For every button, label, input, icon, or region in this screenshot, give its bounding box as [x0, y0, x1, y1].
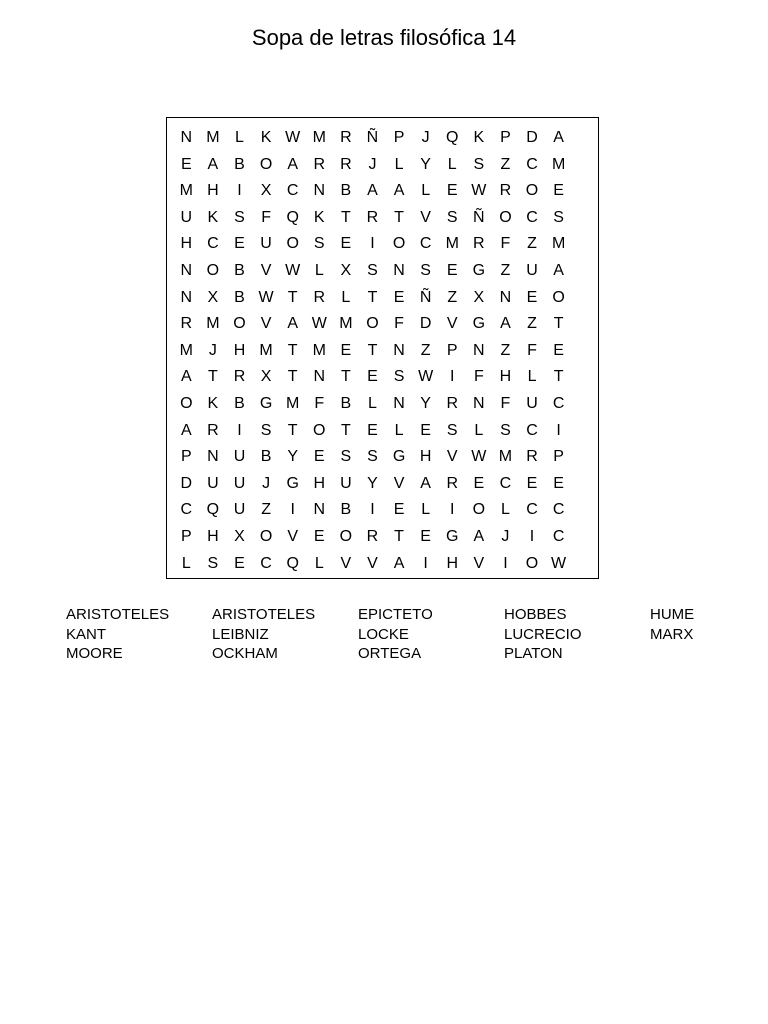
grid-cell: S — [340, 448, 352, 466]
grid-cell: C — [180, 501, 193, 519]
grid-cell: T — [287, 341, 298, 359]
grid-cell: T — [340, 368, 351, 386]
grid-cell: N — [499, 288, 512, 306]
grid-cell: L — [181, 554, 191, 572]
grid-cell: P — [180, 527, 192, 545]
word-list-item: HOBBES — [504, 606, 567, 623]
grid-cell: S — [393, 368, 405, 386]
grid-cell: T — [367, 288, 378, 306]
grid-cell: Q — [286, 554, 299, 572]
grid-cell: E — [340, 341, 352, 359]
grid-cell: Ñ — [419, 288, 432, 306]
grid-cell: E — [446, 261, 458, 279]
grid-cell: F — [261, 208, 271, 226]
grid-cell: C — [419, 235, 432, 253]
grid-cell: V — [260, 261, 272, 279]
grid-cell: F — [500, 394, 511, 412]
grid-cell: E — [234, 235, 245, 253]
grid-cell: A — [287, 315, 298, 333]
grid-cell: M — [259, 341, 273, 359]
grid-cell: K — [260, 129, 272, 146]
grid-cell: H — [207, 182, 219, 200]
grid-cell: B — [234, 261, 245, 279]
grid-cell: A — [367, 182, 378, 200]
grid-cell: E — [234, 554, 245, 572]
grid-cell: F — [314, 394, 325, 412]
grid-cell: A — [393, 554, 405, 572]
grid-cell: R — [473, 235, 485, 253]
grid-cell: Z — [447, 288, 458, 306]
grid-cell: S — [420, 261, 431, 279]
grid-cell: W — [258, 288, 274, 306]
grid-cell: B — [340, 501, 352, 519]
grid-cell: A — [553, 261, 564, 279]
grid-cell: H — [180, 235, 193, 253]
grid-cell: B — [260, 448, 272, 466]
grid-cell: H — [207, 527, 219, 545]
grid-cell: E — [473, 474, 485, 492]
grid-cell: C — [526, 501, 538, 519]
grid-cell: Z — [261, 501, 271, 519]
grid-cell: N — [207, 448, 219, 466]
grid-cell: N — [180, 261, 193, 279]
grid-cell: W — [285, 129, 301, 146]
grid-cell: X — [473, 288, 485, 306]
grid-cell: S — [260, 421, 272, 439]
grid-cell: R — [207, 421, 219, 439]
grid-cell: T — [287, 421, 298, 439]
grid-cell: R — [340, 129, 352, 146]
grid-cell: O — [525, 182, 539, 200]
grid-cell: U — [233, 448, 246, 466]
grid-cell: O — [313, 421, 326, 439]
grid-cell: V — [367, 554, 378, 572]
grid-cell: Z — [527, 315, 537, 333]
grid-cell: E — [393, 501, 405, 519]
grid-cell: F — [394, 315, 404, 333]
grid-cell: K — [207, 208, 219, 226]
grid-cell: E — [367, 421, 378, 439]
letter-grid-frame — [166, 117, 599, 579]
grid-cell: Z — [527, 235, 537, 253]
grid-cell: O — [259, 155, 273, 173]
grid-cell: I — [370, 235, 375, 253]
grid-cell: V — [446, 448, 458, 466]
word-list-item: EPICTETO — [358, 606, 433, 623]
grid-cell: O — [366, 315, 379, 333]
grid-cell: G — [259, 394, 273, 412]
word-list-item: LOCKE — [358, 625, 409, 643]
grid-cell: O — [525, 554, 539, 572]
grid-cell: F — [500, 235, 511, 253]
grid-cell: B — [234, 155, 245, 173]
grid-cell: W — [285, 261, 301, 279]
grid-cell: G — [446, 527, 459, 545]
grid-cell: R — [313, 155, 326, 173]
grid-cell: L — [421, 501, 431, 519]
grid-cell: M — [179, 182, 193, 200]
grid-cell: T — [287, 368, 298, 386]
grid-cell: F — [473, 368, 484, 386]
grid-cell: N — [393, 394, 405, 412]
grid-cell: S — [367, 261, 378, 279]
grid-cell: P — [446, 341, 458, 359]
grid-cell: R — [446, 394, 459, 412]
grid-cell: N — [473, 341, 485, 359]
grid-cell: I — [370, 501, 375, 519]
grid-cell: A — [553, 129, 564, 146]
word-list-item: MOORE — [66, 645, 123, 662]
grid-cell: E — [420, 527, 431, 545]
grid-cell: O — [499, 208, 512, 226]
grid-cell: X — [234, 527, 245, 545]
grid-cell: J — [262, 474, 271, 492]
grid-cell: P — [180, 448, 192, 466]
grid-cell: K — [473, 129, 485, 146]
grid-cell: S — [446, 208, 458, 226]
grid-cell: U — [526, 261, 538, 279]
grid-cell: B — [340, 394, 352, 412]
grid-cell: C — [552, 394, 565, 412]
grid-cell: F — [527, 341, 537, 359]
grid-cell: K — [207, 394, 219, 412]
grid-cell: R — [180, 315, 193, 333]
grid-cell: C — [526, 421, 538, 439]
grid-cell: H — [446, 554, 459, 572]
grid-cell: H — [419, 448, 432, 466]
grid-cell: P — [500, 129, 511, 146]
grid-cell: A — [420, 474, 431, 492]
grid-cell: R — [366, 527, 379, 545]
word-list-item: LUCRECIO — [504, 625, 582, 643]
grid-cell: I — [450, 368, 455, 386]
grid-cell: M — [312, 129, 326, 146]
grid-cell: L — [500, 501, 510, 519]
grid-cell: N — [393, 261, 405, 279]
grid-cell: T — [394, 208, 404, 226]
grid-cell: L — [394, 155, 404, 173]
grid-cell: V — [473, 554, 485, 572]
grid-cell: J — [368, 155, 377, 173]
grid-cell: M — [339, 315, 353, 333]
grid-cell: N — [180, 288, 193, 306]
grid-cell: S — [234, 208, 245, 226]
grid-cell: C — [286, 182, 299, 200]
grid-cell: I — [423, 554, 428, 572]
grid-cell: Y — [420, 155, 431, 173]
grid-cell: E — [313, 448, 325, 466]
grid-cell: D — [180, 474, 193, 492]
grid-cell: R — [526, 448, 538, 466]
grid-cell: L — [474, 421, 484, 439]
grid-cell: S — [446, 421, 458, 439]
grid-cell: N — [313, 501, 326, 519]
grid-cell: D — [526, 129, 538, 146]
grid-cell: M — [551, 235, 566, 253]
grid-cell: S — [553, 208, 564, 226]
grid-cell: X — [340, 261, 352, 279]
word-list-item: HUME — [650, 606, 695, 623]
grid-cell: C — [260, 554, 272, 572]
grid-cell: R — [366, 208, 379, 226]
grid-cell: J — [208, 341, 217, 359]
grid-cell: R — [233, 368, 246, 386]
grid-cell: K — [313, 208, 325, 226]
grid-cell: O — [339, 527, 353, 545]
grid-cell: V — [260, 315, 272, 333]
grid-cell: S — [473, 155, 485, 173]
grid-cell: O — [472, 501, 486, 519]
grid-cell: E — [553, 474, 564, 492]
grid-cell: L — [341, 288, 351, 306]
grid-cell: L — [314, 554, 324, 572]
grid-cell: I — [503, 554, 508, 572]
grid-cell: D — [419, 315, 432, 333]
grid-cell: T — [208, 368, 218, 386]
grid-cell: L — [235, 129, 244, 146]
grid-cell: O — [206, 261, 220, 279]
grid-cell: A — [287, 155, 298, 173]
grid-cell: X — [260, 368, 272, 386]
grid-cell: O — [286, 235, 299, 253]
grid-cell: C — [526, 208, 538, 226]
grid-cell: Y — [420, 394, 431, 412]
grid-cell: E — [526, 288, 538, 306]
grid-cell: R — [340, 155, 352, 173]
grid-cell: G — [286, 474, 299, 492]
grid-cell: V — [340, 554, 352, 572]
grid-cell: E — [313, 527, 325, 545]
grid-cell: N — [393, 341, 405, 359]
grid-cell: L — [368, 394, 377, 412]
word-list-item: OCKHAM — [212, 645, 278, 662]
grid-cell: P — [393, 129, 405, 146]
grid-cell: O — [233, 315, 246, 333]
grid-cell: N — [180, 129, 193, 146]
grid-cell: Y — [287, 448, 298, 466]
grid-cell: T — [367, 341, 378, 359]
grid-cell: O — [259, 527, 273, 545]
grid-cell: C — [207, 235, 219, 253]
grid-cell: C — [526, 155, 538, 173]
grid-cell: H — [499, 368, 512, 386]
grid-cell: Q — [286, 208, 299, 226]
grid-cell: V — [393, 474, 405, 492]
grid-cell: A — [473, 527, 485, 545]
grid-cell: U — [526, 394, 538, 412]
grid-cell: Q — [446, 129, 459, 146]
grid-cell: R — [499, 182, 512, 200]
grid-cell: A — [500, 315, 511, 333]
grid-cell: Z — [500, 341, 511, 359]
grid-cell: E — [367, 368, 378, 386]
grid-cell: M — [551, 155, 566, 173]
grid-cell: I — [237, 421, 242, 439]
grid-cell: E — [446, 182, 458, 200]
word-list-item: ARISTOTELES — [212, 606, 316, 623]
grid-cell: A — [207, 155, 219, 173]
grid-cell: W — [471, 182, 487, 200]
grid-cell: W — [418, 368, 434, 386]
grid-cell: M — [445, 235, 459, 253]
grid-cell: B — [340, 182, 352, 200]
grid-cell: I — [556, 421, 561, 439]
grid-cell: I — [450, 501, 455, 519]
grid-cell: W — [471, 448, 487, 466]
grid-cell: Q — [206, 501, 220, 519]
grid-cell: B — [234, 394, 245, 412]
grid-cell: M — [206, 129, 220, 146]
grid-cell: S — [313, 235, 325, 253]
grid-cell: U — [180, 208, 193, 226]
word-list — [66, 605, 768, 664]
grid-cell: H — [233, 341, 246, 359]
grid-cell: T — [340, 208, 351, 226]
grid-cell: Y — [367, 474, 378, 492]
grid-cell: E — [340, 235, 352, 253]
word-list-item: PLATON — [504, 645, 563, 662]
grid-cell: J — [501, 527, 510, 545]
grid-cell: Z — [500, 155, 511, 173]
grid-cell: Ñ — [366, 129, 379, 146]
page-title: Sopa de letras filosófica 14 — [251, 25, 517, 50]
grid-cell: O — [552, 288, 565, 306]
grid-cell: T — [394, 527, 404, 545]
grid-cell: U — [260, 235, 272, 253]
grid-cell: G — [472, 261, 486, 279]
grid-cell: P — [553, 448, 564, 466]
word-list-item: ARISTOTELES — [66, 606, 170, 623]
grid-cell: M — [286, 394, 300, 412]
grid-cell: C — [552, 527, 565, 545]
grid-cell: I — [237, 182, 242, 200]
grid-cell: X — [260, 182, 272, 200]
grid-cell: G — [392, 448, 406, 466]
word-list-item: ORTEGA — [358, 645, 422, 662]
grid-cell: S — [500, 421, 511, 439]
grid-cell: A — [180, 421, 192, 439]
grid-cell: T — [340, 421, 351, 439]
grid-cell: O — [392, 235, 406, 253]
word-list-item: LEIBNIZ — [212, 625, 269, 643]
grid-cell: W — [551, 554, 567, 572]
grid-cell: S — [207, 554, 219, 572]
grid-cell: N — [313, 182, 326, 200]
grid-cell: B — [234, 288, 245, 306]
grid-cell: N — [313, 368, 326, 386]
grid-cell: N — [473, 394, 485, 412]
grid-cell: C — [552, 501, 565, 519]
grid-cell: R — [446, 474, 459, 492]
grid-cell: G — [472, 315, 486, 333]
grid-cell: M — [179, 341, 193, 359]
grid-cell: V — [446, 315, 458, 333]
grid-cell: L — [394, 421, 404, 439]
grid-cell: E — [553, 182, 564, 200]
grid-cell: U — [207, 474, 219, 492]
grid-cell: A — [393, 182, 405, 200]
grid-cell: X — [207, 288, 219, 306]
grid-cell: Ñ — [473, 208, 485, 226]
word-list-item: KANT — [66, 625, 107, 643]
grid-cell: Z — [500, 261, 511, 279]
grid-cell: H — [313, 474, 326, 492]
grid-cell: E — [393, 288, 405, 306]
grid-cell: R — [313, 288, 326, 306]
grid-cell: I — [529, 527, 535, 545]
grid-cell: U — [233, 501, 246, 519]
grid-cell: W — [311, 315, 327, 333]
grid-cell: T — [287, 288, 298, 306]
grid-cell: V — [287, 527, 298, 545]
grid-cell: L — [314, 261, 324, 279]
grid-cell: U — [233, 474, 246, 492]
grid-cell: T — [553, 368, 564, 386]
grid-cell: Z — [420, 341, 431, 359]
grid-cell: J — [421, 129, 430, 146]
word-list-item: MARX — [650, 625, 694, 643]
grid-cell: M — [206, 315, 220, 333]
grid-cell: V — [420, 208, 431, 226]
grid-cell: M — [312, 341, 326, 359]
grid-cell: O — [180, 394, 193, 412]
grid-cell: S — [367, 448, 378, 466]
grid-cell: U — [340, 474, 352, 492]
grid-cell: C — [499, 474, 512, 492]
grid-cell: A — [180, 368, 192, 386]
grid-cell: E — [526, 474, 538, 492]
grid-cell: T — [553, 315, 564, 333]
grid-cell: E — [420, 421, 431, 439]
letter-grid — [173, 125, 572, 577]
grid-cell: L — [447, 155, 457, 173]
grid-cell: L — [527, 368, 537, 386]
grid-cell: E — [553, 341, 564, 359]
grid-cell: L — [421, 182, 431, 200]
grid-cell: E — [180, 155, 192, 173]
grid-cell: I — [290, 501, 295, 519]
grid-cell: M — [498, 448, 513, 466]
